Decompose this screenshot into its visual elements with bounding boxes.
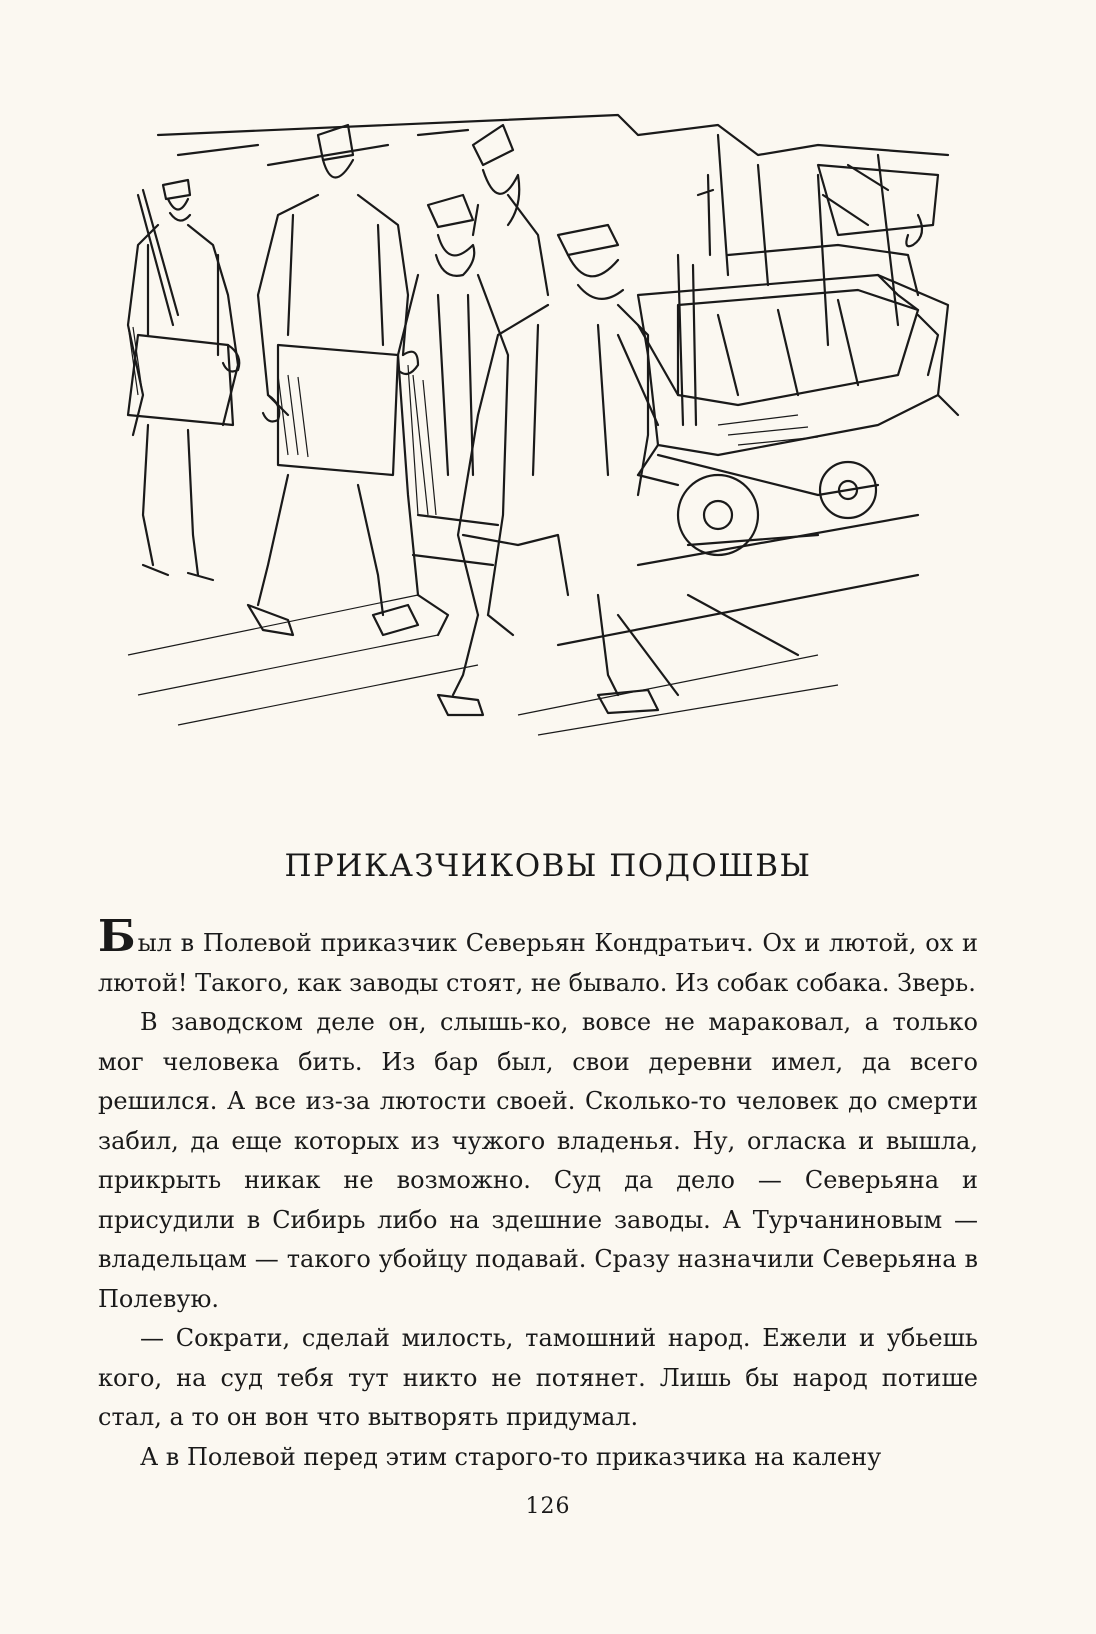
paragraph-4: А в Полевой перед этим старого-то приказчика на калену	[140, 1442, 882, 1471]
paragraph-3: — Сократи, сделай милость, тамошний народ. Ежели и убьешь кого, на суд тебя тут никто не потянет. Лишь бы народ потише стал, а то он вон что вытворять придумал.	[98, 1324, 978, 1431]
chapter-title: ПРИКАЗЧИКОВЫ ПОДОШВЫ	[284, 848, 812, 884]
paragraph-1	[98, 911, 978, 1003]
page-number: 126	[525, 1494, 571, 1519]
paragraph-1-text: ыл в Полевой приказчик Северьян Кондратьич. Ох и лютой, ох и лютой! Такого, как заводы стоят, не бывало. Из собак собака. Зверь.	[98, 929, 978, 997]
paragraph-2: В заводском деле он, слышь-ко, вовсе не мараковал, а только мог человека бить. Из бар был, свои деревни имел, да всего решился. А все из-за лютости своей. Сколько-то человек до смерти забил, да еще которых из чужого владенья. Ну, огласка и вышла, прикрыть никак не возможно. Суд да дело — Северьяна и присудили в Сибирь либо на здешние заводы. А Турчаниновым — владельцам — такого убойцу подавай. Сразу назначили Северьяна в Полевую.	[98, 1008, 978, 1313]
illustration	[118, 95, 988, 745]
ink-illustration-workers-and-mine-cart	[118, 95, 988, 745]
body-text	[98, 911, 978, 1477]
drop-cap: Б	[98, 911, 136, 962]
